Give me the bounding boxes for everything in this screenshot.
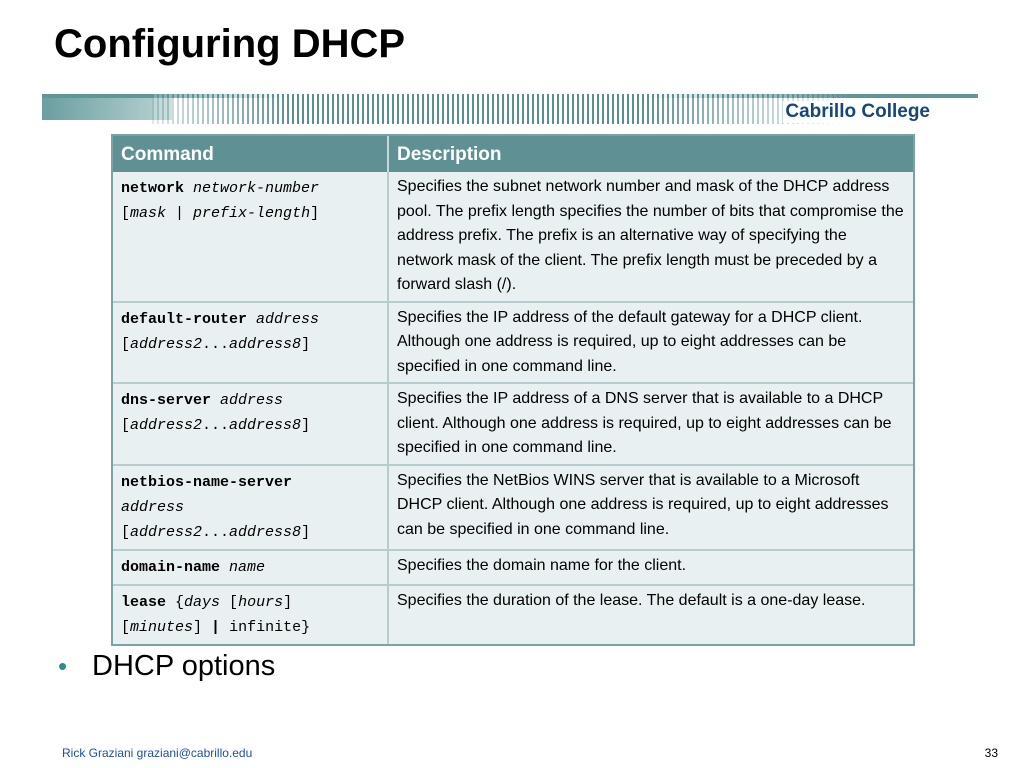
command-cell xyxy=(113,466,389,549)
command-argument: address xyxy=(121,498,185,516)
command-argument: network-number xyxy=(193,180,320,197)
command-syntax: ] xyxy=(310,205,320,222)
command-syntax: [ xyxy=(220,593,239,611)
command-syntax: [ xyxy=(121,417,131,434)
command-argument: name xyxy=(229,558,266,576)
command-syntax: { xyxy=(166,593,185,611)
command-argument: prefix-length xyxy=(193,205,311,222)
command-argument: address8 xyxy=(229,523,302,541)
description-cell: Specifies the IP address of a DNS server that is available to a DHCP client. Although one address is required, up to eight addresses can be specified in one command line. xyxy=(397,390,892,456)
command-cell xyxy=(113,586,389,644)
banner-stripes xyxy=(152,94,852,124)
table-row xyxy=(113,584,913,644)
command-cell xyxy=(113,384,389,464)
command-syntax: [ xyxy=(121,618,131,636)
commands-table xyxy=(111,134,915,646)
command-syntax: ... xyxy=(202,417,230,434)
command-argument: hours xyxy=(238,593,284,611)
page-number: 33 xyxy=(984,746,998,760)
description-cell: Specifies the subnet network number and mask of the DHCP address pool. The prefix length specifies the number of bits that compromise the address prefix. The prefix is an alternative way of specifying the network mask of the client. The prefix length must be preceded by a forward slash (/). xyxy=(397,178,904,293)
command-keyword: netbios-name-server xyxy=(121,473,293,491)
command-argument: address xyxy=(256,310,320,328)
footer-author: Rick Graziani graziani@cabrillo.edu xyxy=(62,746,253,760)
command-syntax xyxy=(184,180,193,197)
command-keyword: lease xyxy=(121,593,167,611)
command-syntax xyxy=(220,559,229,576)
command-keyword: | xyxy=(211,618,221,636)
command-syntax: ] xyxy=(301,417,311,434)
command-cell xyxy=(113,172,389,301)
command-argument: address8 xyxy=(229,417,302,434)
command-syntax: ] xyxy=(193,618,212,636)
command-argument: days xyxy=(184,593,221,611)
table-row xyxy=(113,301,913,383)
command-argument: address8 xyxy=(229,335,302,353)
command-keyword: default-router xyxy=(121,310,248,328)
command-argument: address2 xyxy=(130,523,203,541)
slide-title: Configuring DHCP xyxy=(54,22,406,66)
command-cell xyxy=(113,303,389,383)
header-command: Command xyxy=(113,136,389,172)
command-syntax: [ xyxy=(121,335,131,353)
command-syntax: ... xyxy=(202,335,230,353)
command-argument: mask xyxy=(130,205,167,222)
description-cell: Specifies the domain name for the client. xyxy=(397,556,687,574)
table-row xyxy=(113,382,913,464)
table-header xyxy=(113,136,913,172)
command-keyword: network xyxy=(121,180,185,197)
command-syntax xyxy=(247,311,256,328)
bullet-icon: • xyxy=(58,651,68,681)
table-row xyxy=(113,172,913,301)
brand-label: Cabrillo College xyxy=(785,101,930,122)
table-row xyxy=(113,549,913,584)
command-syntax: ] xyxy=(301,523,311,541)
command-syntax: ] xyxy=(301,335,311,353)
description-cell: Specifies the NetBios WINS server that is available to a Microsoft DHCP client. Although one address is required, up to eight addresses can be specified in one command line. xyxy=(397,471,889,538)
command-syntax xyxy=(211,392,220,409)
command-argument: address xyxy=(220,392,284,409)
bullet-text: DHCP options xyxy=(92,650,276,682)
header-description: Description xyxy=(397,144,502,165)
command-cell xyxy=(113,551,389,584)
command-syntax: ... xyxy=(202,523,230,541)
command-syntax: [ xyxy=(121,205,131,222)
command-keyword: domain-name xyxy=(121,558,221,576)
command-keyword: dns-server xyxy=(121,392,212,409)
command-argument: address2 xyxy=(130,417,203,434)
command-argument: minutes xyxy=(130,618,194,636)
command-syntax: | xyxy=(166,205,194,222)
bullet-item xyxy=(58,650,275,683)
description-cell: Specifies the IP address of the default gateway for a DHCP client. Although one address is required, up to eight addresses can be specified in one command line. xyxy=(397,308,863,375)
table-row xyxy=(113,464,913,549)
header-banner xyxy=(42,94,978,124)
command-syntax: infinite} xyxy=(220,618,311,636)
command-syntax: [ xyxy=(121,523,131,541)
table-body xyxy=(113,172,913,644)
command-syntax: ] xyxy=(283,593,293,611)
command-argument: address2 xyxy=(130,335,203,353)
description-cell: Specifies the duration of the lease. The default is a one-day lease. xyxy=(397,591,866,609)
